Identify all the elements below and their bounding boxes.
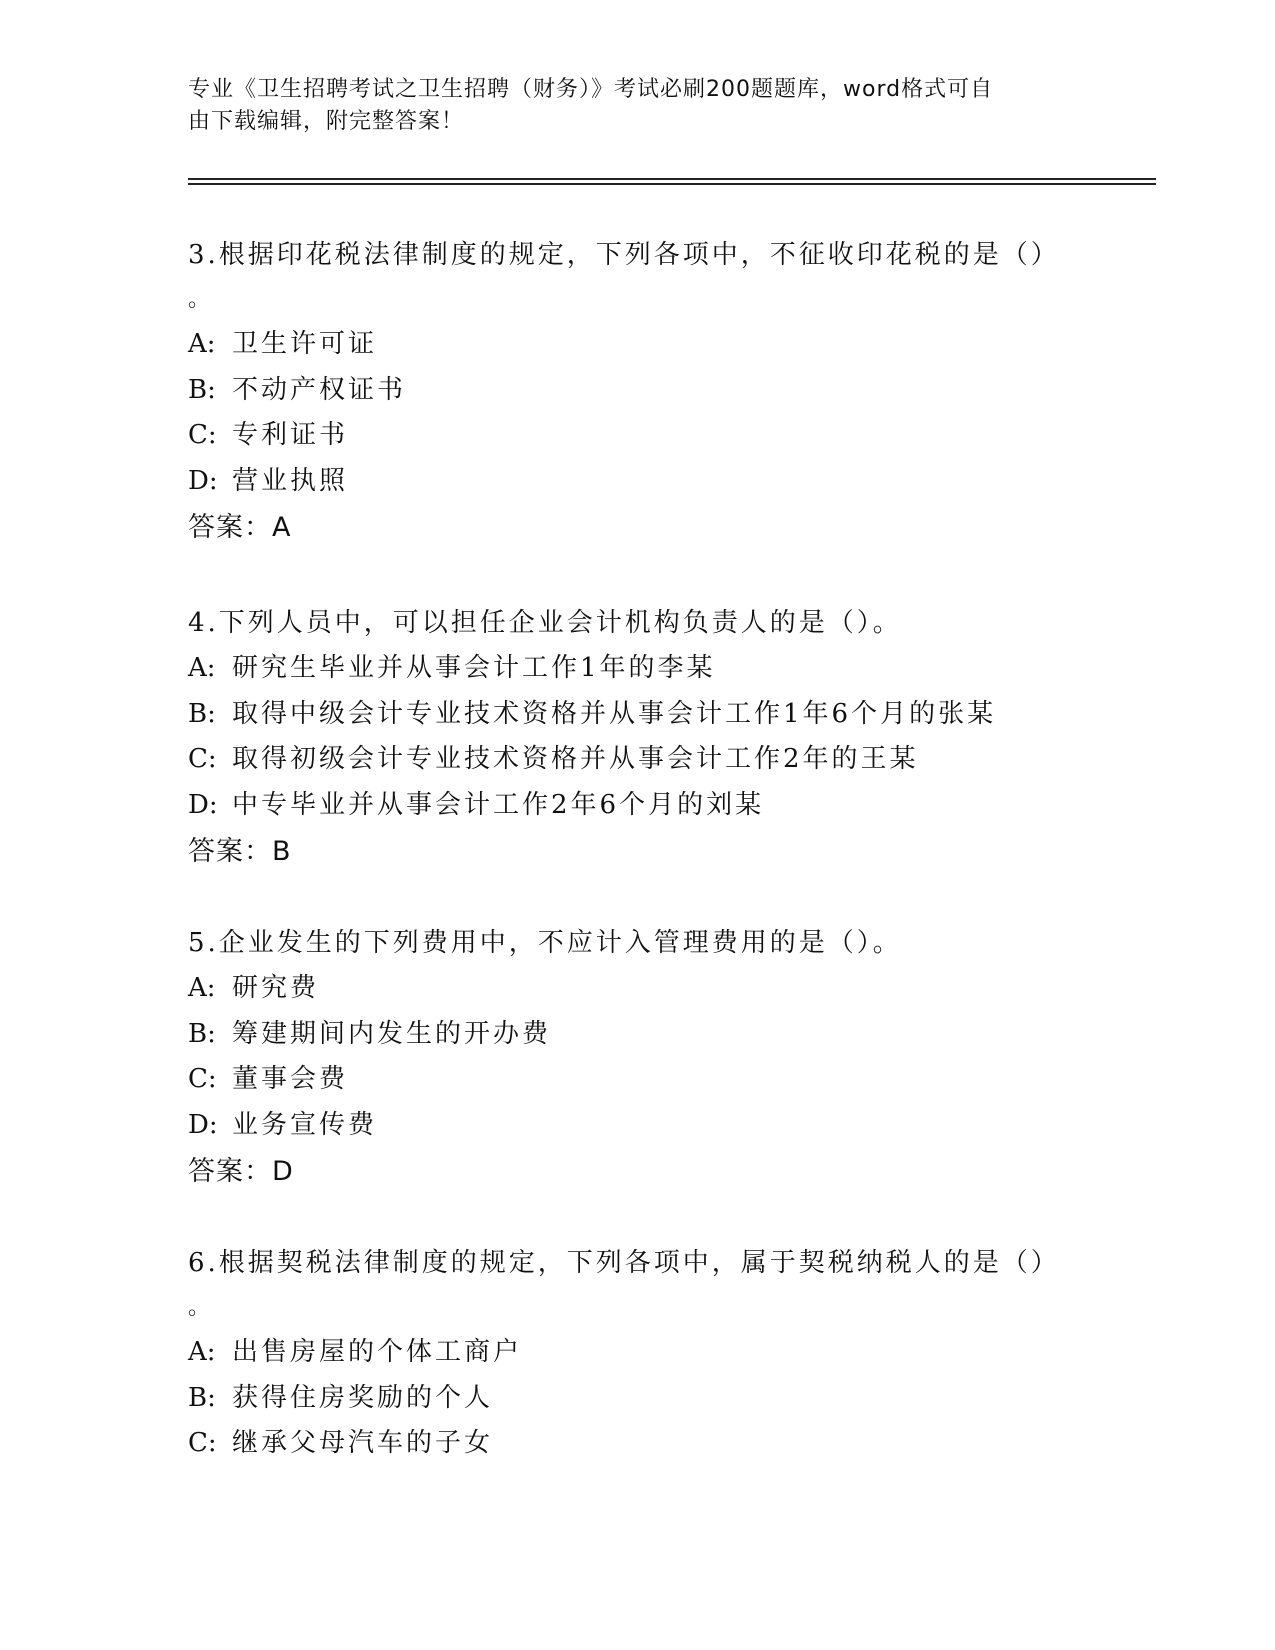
option-text: 不动产权证书 — [232, 374, 407, 405]
question-stem-tail: 。 — [188, 287, 214, 312]
question-stem: 4.下列人员中，可以担任企业会计机构负责人的是（）。 — [188, 608, 902, 638]
option-key: D: — [188, 1109, 218, 1140]
option-key: A: — [188, 329, 216, 359]
question-stem: 6.根据契税法律制度的规定，下列各项中，属于契税纳税人的是（） — [188, 1248, 1060, 1278]
header-divider-top — [188, 178, 1156, 180]
option-key: B: — [188, 1018, 216, 1049]
option-a — [188, 322, 1088, 368]
option-c — [188, 1421, 1088, 1467]
answer: 答案：A — [188, 512, 292, 543]
option-d — [188, 459, 1088, 505]
question-4 — [188, 600, 1088, 876]
header-divider-bottom — [188, 183, 1156, 185]
option-b — [188, 1376, 1088, 1422]
option-a — [188, 646, 1088, 692]
header-line-1: 专业《卫生招聘考试之卫生招聘（财务）》考试必刷200题题库，word格式可自 — [188, 77, 994, 102]
option-text: 董事会费 — [232, 1064, 349, 1094]
option-b — [188, 1012, 1088, 1058]
option-key: A: — [188, 1337, 216, 1367]
question-stem-tail: 。 — [188, 1295, 214, 1320]
option-a — [188, 1330, 1088, 1376]
option-key: B: — [188, 698, 216, 729]
option-d — [188, 783, 1088, 829]
option-b — [188, 692, 1088, 738]
option-text: 研究费 — [232, 973, 320, 1003]
question-stem: 5.企业发生的下列费用中，不应计入管理费用的是（）。 — [188, 928, 902, 958]
option-key: D: — [188, 789, 218, 820]
option-key: B: — [188, 374, 216, 405]
question-3 — [188, 232, 1088, 552]
option-text: 继承父母汽车的子女 — [232, 1428, 494, 1458]
option-text: 取得中级会计专业技术资格并从事会计工作1年6个月的张某 — [232, 698, 997, 729]
option-b — [188, 368, 1088, 414]
option-c — [188, 1057, 1088, 1103]
option-key: C: — [188, 744, 217, 774]
answer: 答案：D — [188, 1156, 294, 1187]
option-key: C: — [188, 1064, 217, 1094]
header-line-2: 由下载编辑，附完整答案！ — [188, 109, 465, 134]
document-header — [188, 74, 1068, 138]
option-a — [188, 966, 1088, 1012]
option-text: 筹建期间内发生的开办费 — [232, 1018, 552, 1049]
option-text: 业务宣传费 — [232, 1109, 378, 1140]
question-stem: 3.根据印花税法律制度的规定，下列各项中，不征收印花税的是（） — [188, 240, 1060, 270]
option-text: 获得住房奖励的个人 — [232, 1382, 494, 1413]
option-d — [188, 1103, 1088, 1149]
option-text: 取得初级会计专业技术资格并从事会计工作2年的王某 — [232, 744, 919, 774]
option-text: 中专毕业并从事会计工作2年6个月的刘某 — [232, 789, 765, 820]
option-key: C: — [188, 1428, 217, 1458]
option-key: D: — [188, 465, 218, 496]
option-key: A: — [188, 973, 216, 1003]
question-5 — [188, 920, 1088, 1196]
option-key: A: — [188, 653, 216, 683]
option-text: 研究生毕业并从事会计工作1年的李某 — [232, 653, 716, 683]
option-text: 卫生许可证 — [232, 329, 378, 359]
option-key: C: — [188, 420, 217, 450]
option-c — [188, 413, 1088, 459]
option-c — [188, 737, 1088, 783]
option-text: 出售房屋的个体工商户 — [232, 1337, 523, 1367]
option-text: 营业执照 — [232, 465, 349, 496]
answer: 答案：B — [188, 836, 292, 867]
question-6 — [188, 1240, 1088, 1467]
option-text: 专利证书 — [232, 420, 349, 450]
option-key: B: — [188, 1382, 216, 1413]
